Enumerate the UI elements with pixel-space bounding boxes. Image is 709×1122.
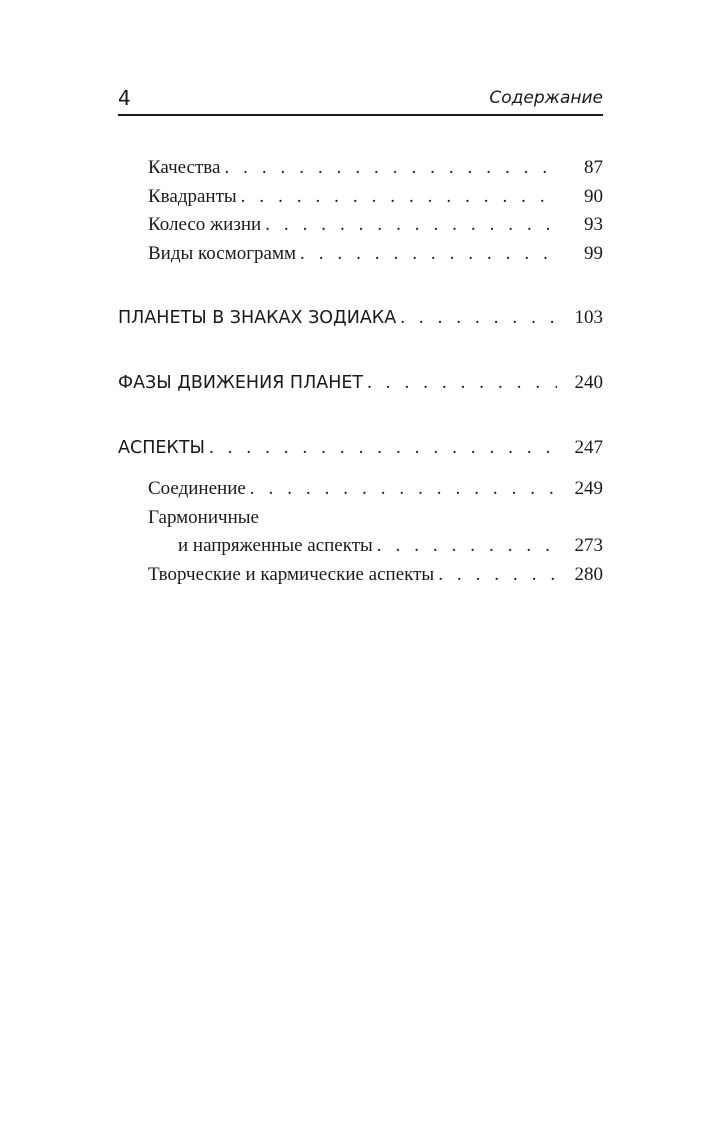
dot-leader <box>224 154 557 183</box>
toc-entry-title: Квадранты <box>148 183 241 212</box>
spacer <box>118 333 603 368</box>
toc-entry-page: 280 <box>557 561 603 590</box>
toc-entry-page: 273 <box>557 532 603 561</box>
book-page <box>118 0 603 1122</box>
toc-chapter-page: 247 <box>557 433 603 463</box>
dot-leader <box>241 183 557 212</box>
toc-entry-wheel-of-life[interactable] <box>118 211 603 240</box>
toc-entry-title: Качества <box>148 154 224 183</box>
toc-entry-creative-karmic[interactable] <box>118 561 603 590</box>
section-title: Содержание <box>489 88 603 108</box>
toc-chapter-planets-in-signs[interactable] <box>118 303 603 333</box>
toc-entry-quadrants[interactable] <box>118 183 603 212</box>
toc-entry-title: Колесо жизни <box>148 211 265 240</box>
toc-entry-page: 90 <box>557 183 603 212</box>
dot-leader <box>400 303 557 333</box>
toc-entry-title: и напряженные аспекты <box>178 532 377 561</box>
toc-chapter-title: ПЛАНЕТЫ В ЗНАКАХ ЗОДИАКА <box>118 303 400 333</box>
page-number: 4 <box>118 86 131 110</box>
toc-entry-page: 99 <box>557 240 603 269</box>
toc-chapter-title: ФАЗЫ ДВИЖЕНИЯ ПЛАНЕТ <box>118 368 367 398</box>
toc-entry-title: Творческие и кармические аспекты <box>148 561 438 590</box>
spacer <box>118 463 603 475</box>
dot-leader <box>209 433 557 463</box>
dot-leader <box>377 532 557 561</box>
toc-entry-title: Соединение <box>148 475 250 504</box>
toc-entry-harmonious-tense[interactable] <box>118 532 603 561</box>
toc-entry-harmonious-first-line[interactable]: Гармоничные <box>148 506 259 528</box>
running-head <box>118 86 603 116</box>
toc-chapter-page: 240 <box>557 368 603 398</box>
dot-leader <box>367 368 557 398</box>
toc-entry-page: 87 <box>557 154 603 183</box>
toc-chapter-aspects[interactable] <box>118 433 603 463</box>
dot-leader <box>300 240 557 269</box>
spacer <box>118 398 603 433</box>
toc-chapter-title: АСПЕКТЫ <box>118 433 209 463</box>
toc-entry-title: Виды космограмм <box>148 240 300 269</box>
dot-leader <box>265 211 557 240</box>
toc-entry-qualities[interactable] <box>118 154 603 183</box>
toc-chapter-planet-motion-phases[interactable] <box>118 368 603 398</box>
toc-entry-page: 249 <box>557 475 603 504</box>
toc-entry-cosmogram-types[interactable] <box>118 240 603 269</box>
spacer <box>118 268 603 303</box>
table-of-contents <box>118 154 603 589</box>
toc-chapter-page: 103 <box>557 303 603 333</box>
dot-leader <box>438 561 557 590</box>
toc-entry-conjunction[interactable] <box>118 475 603 504</box>
dot-leader <box>250 475 557 504</box>
toc-entry-page: 93 <box>557 211 603 240</box>
